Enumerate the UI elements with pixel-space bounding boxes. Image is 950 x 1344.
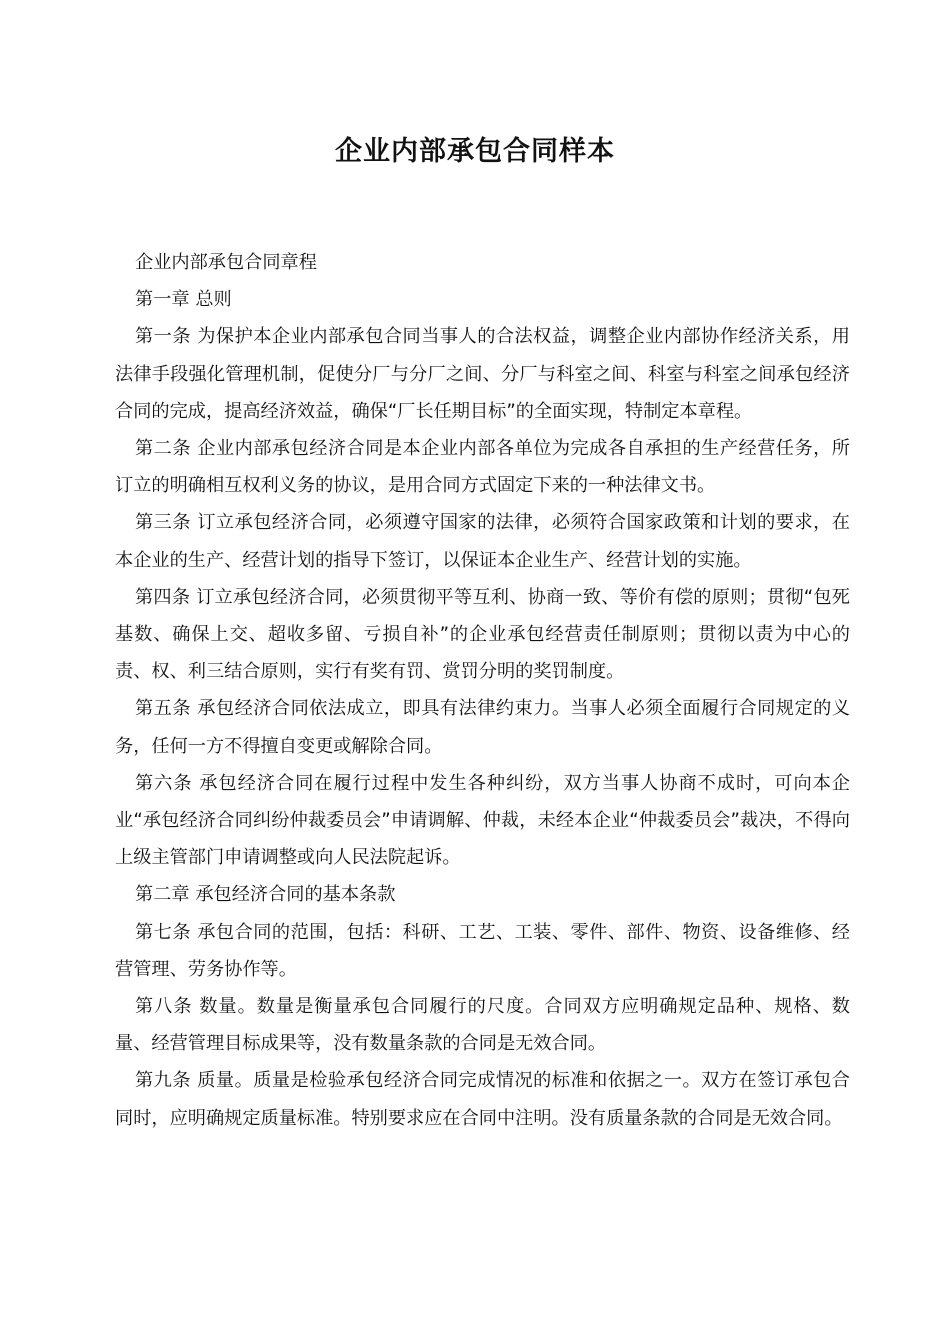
document-body <box>115 244 850 1137</box>
article-paragraph: 第五条 承包经济合同依法成立，即具有法律约束力。当事人必须全面履行合同规定的义务，任何一方不得擅自变更或解除合同。 <box>115 698 850 757</box>
chapter-heading: 第二章 承包经济合同的基本条款 <box>135 884 396 906</box>
chapter-heading: 第一章 总则 <box>135 289 232 311</box>
article-paragraph: 第六条 承包经济合同在履行过程中发生各种纠纷，双方当事人协商不成时，可向本企业“承包经济合同纠纷仲裁委员会”申请调解、仲裁，未经本企业“仲裁委员会”裁决，不得向上级主管部门申请调整或向人民法院起诉。 <box>115 772 850 869</box>
article-paragraph: 第二条 企业内部承包经济合同是本企业内部各单位为完成各自承担的生产经营任务，所订立的明确相互权利义务的协议，是用合同方式固定下来的一种法律文书。 <box>115 438 850 497</box>
article-paragraph: 第七条 承包合同的范围，包括：科研、工艺、工装、零件、部件、物资、设备维修、经营管理、劳务协作等。 <box>115 921 850 980</box>
article-paragraph: 第八条 数量。数量是衡量承包合同履行的尺度。合同双方应明确规定品种、规格、数量、经营管理目标成果等，没有数量条款的合同是无效合同。 <box>115 996 850 1055</box>
charter-heading: 企业内部承包合同章程 <box>135 252 317 273</box>
article-paragraph: 第一条 为保护本企业内部承包合同当事人的合法权益，调整企业内部协作经济关系，用法律手段强化管理机制，促使分厂与分厂之间、分厂与科室之间、科室与科室之间承包经济合同的完成，提高经济效益，确保“厂长任期目标”的全面实现，特制定本章程。 <box>115 326 850 422</box>
document-title: 企业内部承包合同样本 <box>335 136 615 167</box>
article-paragraph: 第九条 质量。质量是检验承包经济合同完成情况的标准和依据之一。双方在签订承包合同时，应明确规定质量标准。特别要求应在合同中注明。没有质量条款的合同是无效合同。 <box>115 1070 850 1129</box>
article-paragraph: 第四条 订立承包经济合同，必须贯彻平等互利、协商一致、等价有偿的原则；贯彻“包死基数、确保上交、超收多留、亏损自补”的企业承包经营责任制原则；贯彻以责为中心的责、权、利三结合原则，实行有奖有罚、赏罚分明的奖罚制度。 <box>115 586 850 683</box>
article-paragraph: 第三条 订立承包经济合同，必须遵守国家的法律，必须符合国家政策和计划的要求，在本企业的生产、经营计划的指导下签订，以保证本企业生产、经营计划的实施。 <box>115 512 850 571</box>
